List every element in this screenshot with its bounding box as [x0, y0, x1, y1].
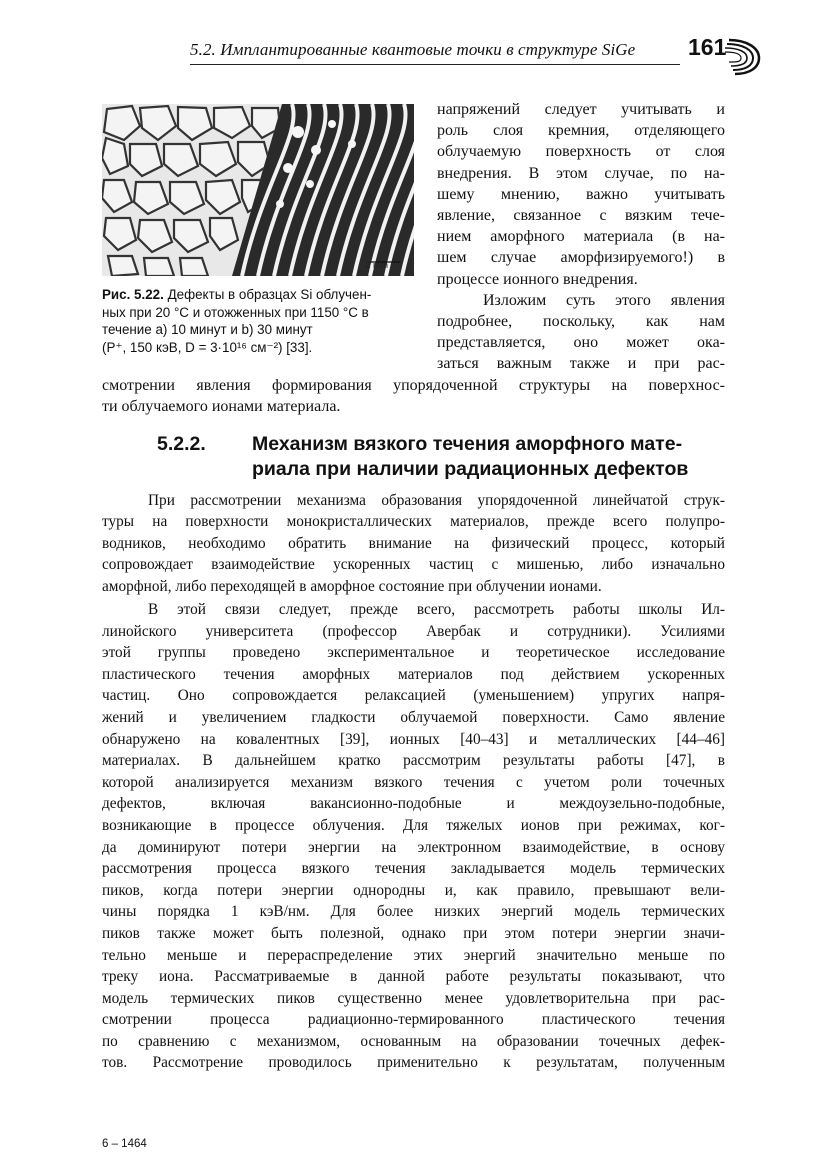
micrograph-image	[102, 104, 414, 276]
caption-line: ных при 20 °C и отожженных при 1150 °C в	[102, 304, 369, 320]
text-line: частиц. Оно сопровождается релаксацией (уменьшением) упругих напря-	[102, 687, 725, 705]
text-line: водников, необходимо обратить внимание на физический процесс, который	[102, 534, 725, 552]
text-line: смотрении явления формирования упорядоченной структуры на поверхнос-	[102, 377, 725, 394]
text-line: роль слоя кремния, отделяющего	[437, 122, 725, 140]
text-line: Изложим суть этого явления	[483, 291, 725, 309]
text-line: пиков, когда потери энергии однородны и, как правило, превышают вели-	[102, 881, 725, 899]
text-line: возникающие в процессе облучения. Для тяжелых ионов при режимах, ког-	[102, 816, 725, 834]
text-line: тов. Рассмотрение проводилось применительно к результатам, полученным	[102, 1054, 725, 1072]
scale-bar-label: 2 mm	[365, 260, 388, 270]
text-line: подробнее, поскольку, как нам	[437, 313, 725, 331]
text-line: представляется, оно может ока-	[437, 334, 725, 352]
text-line: обнаружено на ковалентных [39], ионных [40–43] и металлических [44–46]	[102, 730, 725, 748]
caption-line-1-text: Дефекты в образцах Si облучен-	[167, 287, 372, 302]
section-title-line: риала при наличии радиационных дефектов	[252, 458, 689, 480]
text-line: шем случае аморфизируемого!) в	[437, 249, 725, 267]
section-title	[252, 432, 727, 482]
text-line: модель термических пиков существенно менее удовлетворительна при рас-	[102, 989, 725, 1007]
text-line: напряжений следует учитывать и	[437, 101, 725, 118]
header-rule	[190, 64, 680, 65]
section-title-line: Механизм вязкого течения аморфного мате-	[252, 433, 683, 455]
text-line: материалах. В дальнейшем кратко рассмотрим результаты работы [47], в	[102, 752, 725, 770]
paragraph-2	[102, 599, 725, 1074]
page-header	[150, 34, 760, 74]
text-line: этой группы проведено экспериментальное и теоретическое исследование	[102, 644, 725, 662]
section-number: 5.2.2.	[157, 433, 206, 455]
continuation-text	[102, 375, 725, 418]
right-column-text	[437, 99, 725, 375]
page-number: 161	[688, 34, 727, 60]
text-line: внедрения. В этом случае, по на-	[437, 164, 725, 182]
text-line: нием аморфного материала (в на-	[437, 228, 725, 246]
text-line: сопровождает взаимодействие ускоренных частиц с мишенью, либо изначально	[102, 556, 725, 574]
text-line: тельно меньше и перераспределение этих энергий значительно меньше по	[102, 946, 725, 964]
text-line: пиков также может быть полезной, однако при этом потери энергии значи-	[102, 924, 725, 942]
text-line: чины порядка 1 кэВ/нм. Для более низких энергий модель термических	[102, 903, 725, 921]
text-line: жений и увеличением гладкости облучаемой поверхности. Само явление	[102, 708, 725, 726]
text-line: В этой связи следует, прежде всего, рассмотреть работы школы Ил-	[148, 601, 725, 618]
text-line: пластического течения аморфных материалов под действием ускоренных	[102, 665, 725, 683]
text-line: дефектов, включая вакансионно-подобные и междоузельно-подобные,	[102, 795, 725, 813]
running-head: 5.2. Имплантированные квантовые точки в структуре SiGe	[190, 40, 636, 59]
text-line: облучаемую поверхность от слоя	[437, 143, 725, 161]
printer-signature: 6 – 1464	[102, 1138, 147, 1150]
text-line: которой анализируется механизм вязкого течения с учетом роли точечных	[102, 773, 725, 791]
text-line: ти облучаемого ионами материала.	[102, 398, 341, 416]
text-line: смотрении процесса радиационно-термированного пластического течения	[102, 1011, 725, 1029]
decorative-swirl-icon	[725, 34, 765, 78]
text-line: рассмотрения процесса вязкого течения закладывается модель термических	[102, 860, 725, 878]
paragraph-1	[102, 490, 725, 597]
text-line: треку иона. Рассматриваемые в данной работе результаты показывают, что	[102, 968, 725, 986]
caption-line: (P⁺, 150 кэВ, D = 3·10¹⁶ см⁻²) [33].	[102, 339, 313, 355]
text-line: линойского университета (профессор Авербак и сотрудники). Усилиями	[102, 622, 725, 640]
text-line: При рассмотрении механизма образования упорядоченной линейчатой струк-	[148, 492, 725, 509]
text-line: явление, связанное с вязким тече-	[437, 207, 725, 225]
text-line: заться важным также и при рас-	[437, 355, 725, 373]
text-line: туры на поверхности монокристаллических материалов, прежде всего полупро-	[102, 513, 725, 531]
figure-caption	[102, 286, 428, 356]
caption-line: течение a) 10 минут и b) 30 минут	[102, 322, 313, 338]
text-line: процессе ионного внедрения.	[437, 270, 638, 288]
text-line: аморфной, либо переходящей в аморфное состояние при облучении ионами.	[102, 577, 602, 595]
text-line: шему мнению, важно учитывать	[437, 185, 725, 203]
text-line: по сравнению с механизмом, основанным на образовании точечных дефек-	[102, 1032, 725, 1050]
defect-micrograph-figure	[102, 104, 414, 276]
caption-label: Рис. 5.22.	[102, 287, 164, 302]
text-line: да доминируют потери энергии на электронном взаимодействие, в основу	[102, 838, 725, 856]
caption-line	[102, 286, 428, 304]
